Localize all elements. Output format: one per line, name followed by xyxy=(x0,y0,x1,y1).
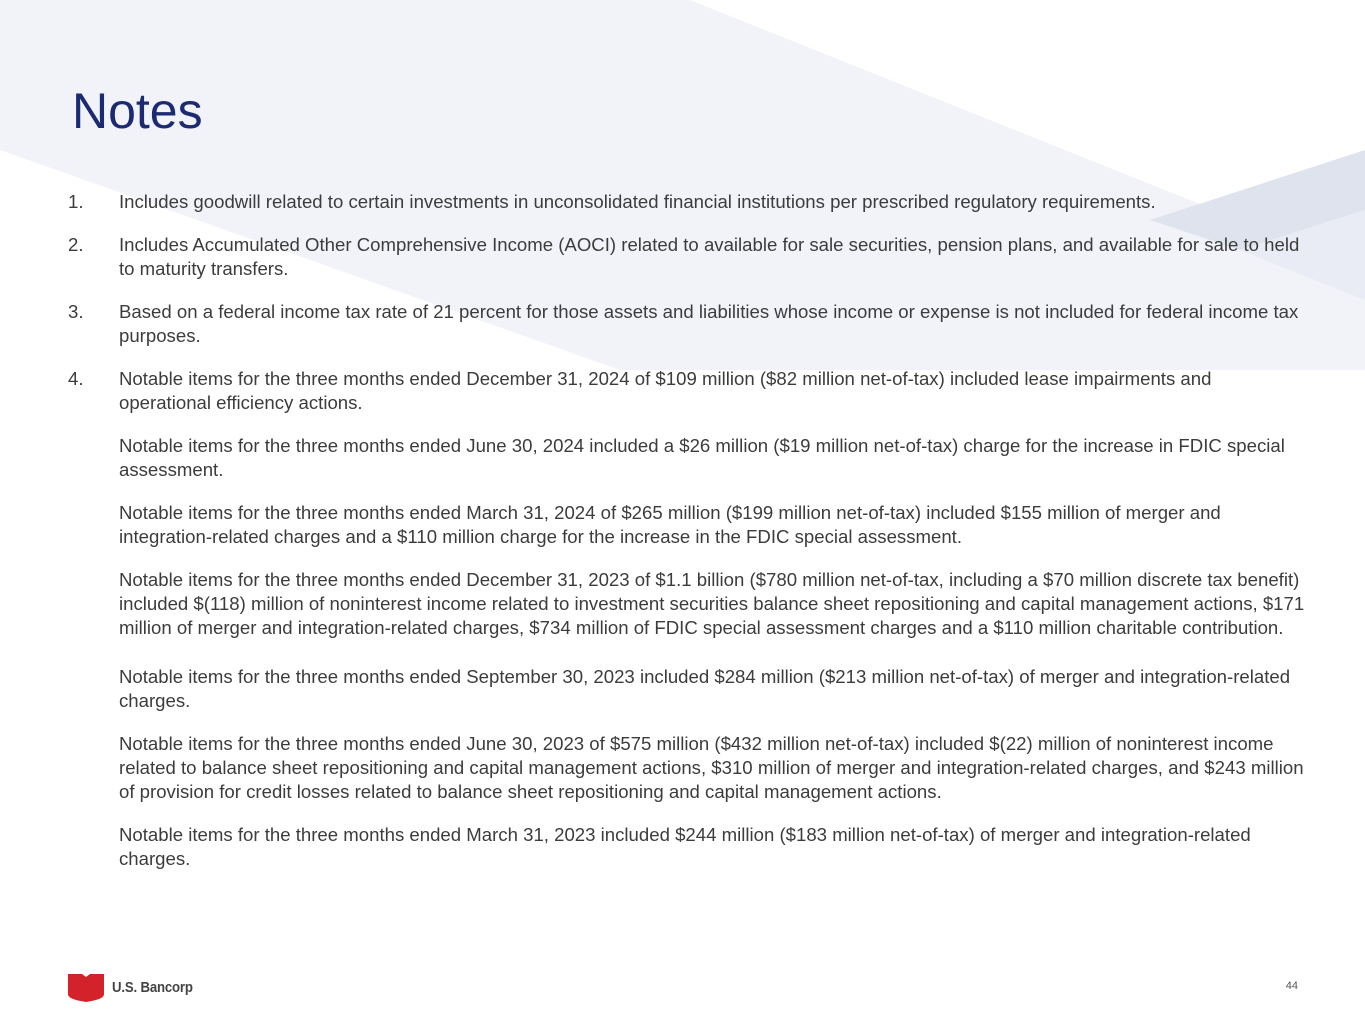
note-number: 1. xyxy=(68,191,84,212)
note-number: 4. xyxy=(68,368,84,389)
note-text: Includes goodwill related to certain investments in unconsolidated financial institutions per prescribed regulatory requirements. xyxy=(119,191,1156,212)
note-paragraph: Notable items for the three months ended December 31, 2023 of $1.1 billion ($780 million net-of-tax, including a $70 million discrete tax benefit) included $(118) million of noninterest income related to investment securities balance sheet repositioning and capital management actions, $171 million of merger and integration-related charges, $734 million of FDIC special assessment charges and a $110 million charitable contribution. xyxy=(119,569,1305,638)
note-paragraph: Notable items for the three months ended September 30, 2023 included $284 million ($213 million net-of-tax) of merger and integration-related charges. xyxy=(119,666,1291,711)
note-paragraph: Notable items for the three months ended March 31, 2023 included $244 million ($183 million net-of-tax) of merger and integration-related charges. xyxy=(119,824,1251,869)
brand-name: U.S. Bancorp xyxy=(112,978,193,996)
note-paragraph: Notable items for the three months ended June 30, 2023 of $575 million ($432 million net-of-tax) included $(22) million of noninterest income related to balance sheet repositioning and capital management actions, $310 million of merger and integration-related charges, and $243 million of provision for credit losses related to balance sheet repositioning and capital management actions. xyxy=(119,733,1304,802)
note-item xyxy=(68,190,1308,214)
note-text: Includes Accumulated Other Comprehensive Income (AOCI) related to available for sale securities, pension plans, and available for sale to held to maturity transfers. xyxy=(119,234,1300,279)
note-text: Based on a federal income tax rate of 21 percent for those assets and liabilities whose income or expense is not included for federal income tax purposes. xyxy=(119,301,1299,346)
note-number: 2. xyxy=(68,234,84,255)
company-logo xyxy=(68,972,204,1002)
note-item xyxy=(68,367,1308,415)
note-paragraph: Notable items for the three months ended March 31, 2024 of $265 million ($199 million net-of-tax) included $155 million of merger and integration-related charges and a $110 million charge for the increase in the FDIC special assessment. xyxy=(119,502,1221,547)
shield-icon xyxy=(68,972,104,1002)
note-paragraph: Notable items for the three months ended June 30, 2024 included a $26 million ($19 million net-of-tax) charge for the increase in FDIC special assessment. xyxy=(119,435,1285,480)
page-title: Notes xyxy=(72,83,203,139)
page-number: 44 xyxy=(1285,980,1298,992)
note-item xyxy=(68,233,1308,281)
note-item xyxy=(68,300,1308,348)
note-number: 3. xyxy=(68,301,84,322)
notes-list xyxy=(68,190,1308,890)
note-text: Notable items for the three months ended December 31, 2024 of $109 million ($82 million net-of-tax) included lease impairments and operational efficiency actions. xyxy=(119,368,1212,413)
